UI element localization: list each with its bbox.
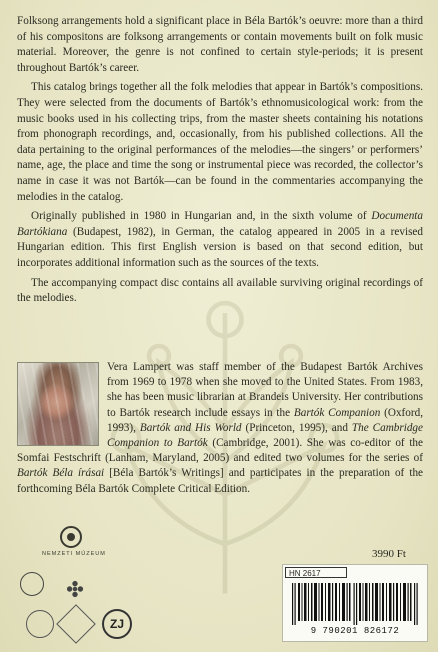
bio-title-emphasis: Bartók Companion [293,406,381,419]
national-museum-logo [60,526,82,548]
paragraph-publication-history [17,209,423,271]
circular-emblem-logo [26,610,54,638]
paragraph-text: Originally published in 1980 in Hungarian and, in the sixth volume of [31,210,372,223]
bio-title-emphasis: The Cambridge Companion to Bartók [107,421,423,450]
barcode-bars [288,583,422,625]
author-photo [17,362,99,446]
round-seal-logo [20,572,44,596]
flower-logo [66,580,84,598]
book-description [17,14,423,311]
bio-text: Vera Lampert was staff member of the Budapest Bartók Archives from 1969 to 1978 when she moved to the United States. From 1983, she has been music librarian at Brandeis University. Her contributions to Bartók research include essays in the [107,361,423,419]
bio-text: (Princeton, 1995), and [241,421,352,434]
bio-text: (Oxford, 1993), [107,406,423,434]
price-label: 3990 Ft [372,548,406,560]
book-title-emphasis: Documenta Bartókiana [17,210,423,238]
bio-title-emphasis: Bartók and His World [139,421,242,434]
zj-logo: ZJ [102,609,132,639]
barcode-sticker [282,564,428,642]
bio-title-emphasis: Bartók Béla írásai [17,467,105,480]
diamond-emblem-logo [56,604,96,644]
author-bio [17,360,423,497]
publisher-logos [6,510,156,650]
catalog-number: HN 2617 [285,567,347,578]
paragraph-catalog-content: This catalog brings together all the folk melodies that appear in Bartók’s compositions. They were selected from the documents of Bartók’s ethnomusicological work: from the music books used in his collecting trips, from the master sheets containing his notations from phonograph recordings, and, occasionally, from his published collections. All the data pertaining to the original performances of the melodies—the singers’ or performers’ name, age, the place and time the song or instrumental piece was recorded, the collector’s name in case it was not Bartók—can be found in the commentaries accompanying the melodies in the catalog. [17,81,423,203]
barcode-number: 9 790201 826172 [310,626,400,636]
national-museum-logo-text: NEMZETI MÚZEUM [42,551,106,557]
paragraph-text: (Budapest, 1982), in German, the catalog appeared in 2005 in a revised Hungarian edition. This first English version is based on that second edition, but incorporates additional information such as the sources of the texts. [17,225,423,269]
paragraph-compact-disc: The accompanying compact disc contains all available surviving original recordings of the melodies. [17,276,423,305]
bio-text: (Cambridge, 2001). She was co-editor of the Somfai Festschrift (Lanham, Maryland, 2005) and edited two volumes for the series of [17,437,423,465]
bio-text: [Béla Bartók’s Writings] and participates in the preparation of the forthcoming Béla Bartók Complete Critical Edition. [17,467,423,495]
paragraph-intro: Folksong arrangements hold a significant place in Béla Bartók’s oeuvre: more than a third of his compositons are folksong arrangements or contain movements built on folk music material. Moreover, the genre is not confined to certain style-periods; it is present throughout Bartók’s career. [17,15,423,74]
